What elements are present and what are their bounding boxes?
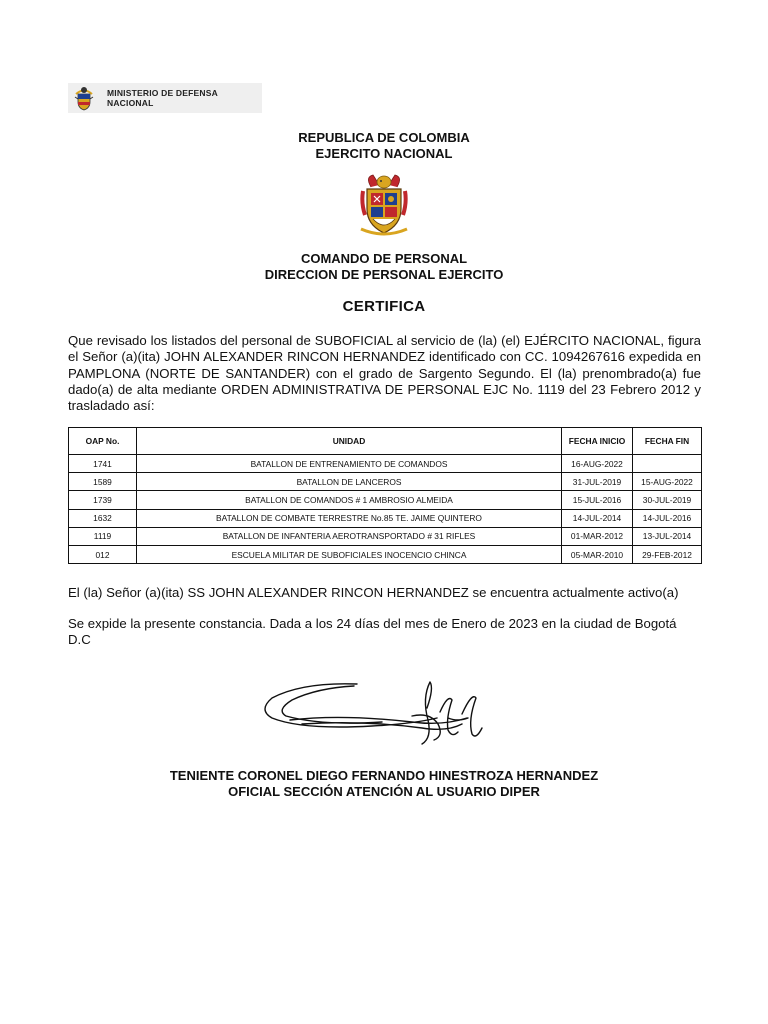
issue-paragraph: Se expide la presente constancia. Dada a los 24 días del mes de Enero de 2023 en la ciudad de Bogotá D.C: [68, 616, 677, 648]
cell-oap: 1632: [69, 509, 137, 527]
ministry-name: MINISTERIO DE DEFENSA NACIONAL: [107, 88, 218, 108]
cell-fecha-inicio: 14-JUL-2014: [562, 509, 633, 527]
cell-fecha-fin: 29-FEB-2012: [633, 545, 702, 563]
army-heading: EJERCITO NACIONAL: [315, 146, 453, 161]
header-oap: OAP No.: [69, 428, 137, 455]
table-row: [69, 527, 702, 545]
cell-fecha-inicio: 16-AUG-2022: [562, 455, 633, 473]
coat-of-arms-icon: [73, 85, 95, 111]
cell-unidad: BATALLON DE ENTRENAMIENTO DE COMANDOS: [137, 455, 562, 473]
table-row: [69, 473, 702, 491]
cell-unidad: BATALLON DE LANCEROS: [137, 473, 562, 491]
cell-unidad: BATALLON DE INFANTERIA AEROTRANSPORTADO # 31 RIFLES: [137, 527, 562, 545]
cell-oap: 1739: [69, 491, 137, 509]
signer-role: OFICIAL SECCIÓN ATENCIÓN AL USUARIO DIPER: [228, 784, 540, 799]
cell-unidad: BATALLON DE COMBATE TERRESTRE No.85 TE. JAIME QUINTERO: [137, 509, 562, 527]
cell-fecha-fin: 15-AUG-2022: [633, 473, 702, 491]
status-paragraph: El (la) Señor (a)(ita) SS JOHN ALEXANDER RINCON HERNANDEZ se encuentra actualmente activo(a): [68, 585, 679, 600]
cell-oap: 1589: [69, 473, 137, 491]
assignments-table: [68, 427, 702, 564]
army-crest-icon: [357, 173, 411, 237]
intro-paragraph: Que revisado los listados del personal de SUBOFICIAL al servicio de (la) (el) EJÉRCITO NACIONAL, figura el Señor (a)(ita) JOHN ALEXANDER RINCON HERNANDEZ identificado con CC. 1094267616 expedida en PAMPLONA (NORTE DE SANTANDER) con el grado de Sargento Segundo. El (la) prenombrado(a) fue dado(a) de alta mediante ORDEN ADMINISTRATIVA DE PERSONAL EJC No. 1119 del 23 Febrero 2012 y trasladado así:: [68, 333, 701, 414]
directorate-heading: DIRECCION DE PERSONAL EJERCITO: [264, 267, 504, 282]
cell-unidad: BATALLON DE COMANDOS # 1 AMBROSIO ALMEIDA: [137, 491, 562, 509]
cell-oap: 012: [69, 545, 137, 563]
ministry-badge: [68, 83, 262, 113]
cell-fecha-inicio: 15-JUL-2016: [562, 491, 633, 509]
cell-oap: 1741: [69, 455, 137, 473]
table-header-row: [69, 428, 702, 455]
cell-fecha-inicio: 05-MAR-2010: [562, 545, 633, 563]
handwritten-signature: [262, 678, 502, 758]
header-unidad: UNIDAD: [137, 428, 562, 455]
cell-fecha-inicio: 31-JUL-2019: [562, 473, 633, 491]
header-fecha-fin: FECHA FIN: [633, 428, 702, 455]
table-row: [69, 545, 702, 563]
header-fecha-inicio: FECHA INICIO: [562, 428, 633, 455]
cell-unidad: ESCUELA MILITAR DE SUBOFICIALES INOCENCIO CHINCA: [137, 545, 562, 563]
cell-fecha-fin: [633, 455, 702, 473]
cell-fecha-fin: 13-JUL-2014: [633, 527, 702, 545]
command-heading: COMANDO DE PERSONAL: [300, 251, 468, 266]
table-row: [69, 455, 702, 473]
cell-fecha-fin: 14-JUL-2016: [633, 509, 702, 527]
signer-name: TENIENTE CORONEL DIEGO FERNANDO HINESTROZA HERNANDEZ: [169, 768, 599, 783]
cell-fecha-fin: 30-JUL-2019: [633, 491, 702, 509]
document-title: CERTIFICA: [342, 298, 426, 315]
cell-oap: 1119: [69, 527, 137, 545]
table-row: [69, 491, 702, 509]
cell-fecha-inicio: 01-MAR-2012: [562, 527, 633, 545]
country-heading: REPUBLICA DE COLOMBIA: [298, 130, 470, 145]
table-row: [69, 509, 702, 527]
